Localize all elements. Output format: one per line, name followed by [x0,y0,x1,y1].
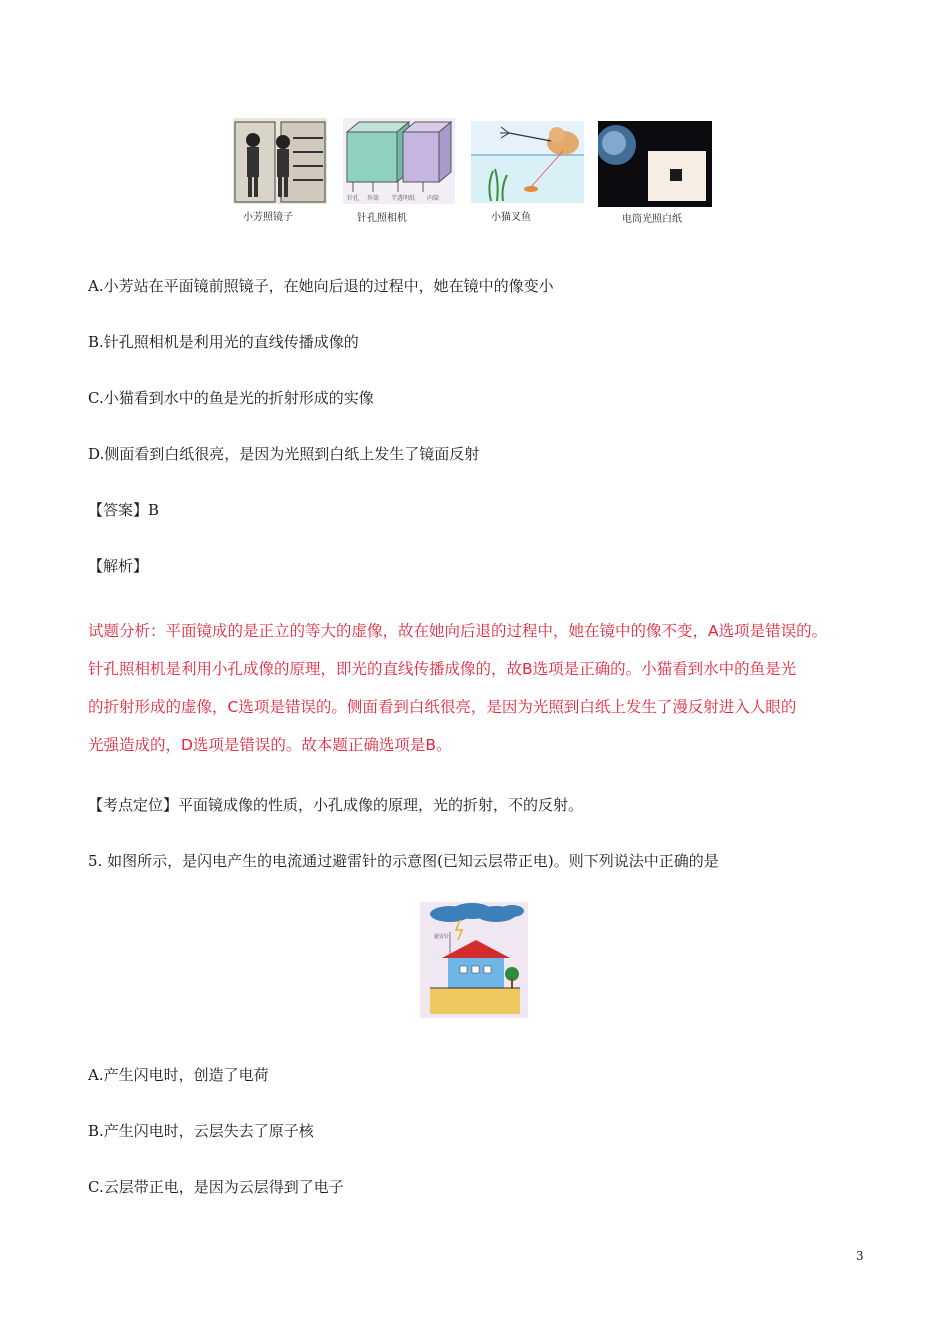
caption-cat-fish: 小猫叉鱼 [491,212,531,223]
figure-pinhole-camera [343,118,455,208]
figure-flashlight-paper [598,121,712,211]
q4-option-a: A.小芳站在平面镜前照镜子，在她向后退的过程中，她在镜中的像变小 [88,277,554,295]
q5-option-c: C.云层带正电，是因为云层得到了电子 [88,1178,344,1196]
analysis-title: 【解析】 [88,557,149,575]
svg-text:半透明纸: 半透明纸 [391,195,416,202]
flashlight-paper-illustration [598,121,712,207]
caption-pinhole-camera: 针孔照相机 [357,213,407,224]
mirror-illustration [233,118,327,204]
cat-fish-illustration [471,121,584,203]
figure-mirror [233,118,327,208]
svg-text:外筒: 外筒 [367,195,380,202]
figure-lightning-rod [420,902,528,1022]
svg-text:避雷针: 避雷针 [434,934,450,940]
analysis-text [88,612,878,764]
pinhole-camera-illustration [343,118,455,204]
analysis-line: 针孔照相机是利用小孔成像的原理，即光的直线传播成像的，故B选项是正确的。小猫看到水中的鱼是光 [88,660,797,678]
page-number: 3 [856,1249,864,1263]
caption-flashlight-paper: 电筒光照白纸 [622,214,682,225]
q4-option-d: D.侧面看到白纸很亮，是因为光照到白纸上发生了镜面反射 [88,445,480,463]
answer: 【答案】B [88,501,160,519]
analysis-line: 试题分析：平面镜成的是正立的等大的虚像，故在她向后退的过程中，她在镜中的像不变，A选项是错误的。 [88,622,828,640]
analysis-line: 光强造成的，D选项是错误的。故本题正确选项是B。 [88,736,452,754]
svg-text:内筒: 内筒 [427,195,440,202]
figure-cat-fish [471,121,584,207]
q4-option-b: B.针孔照相机是利用光的直线传播成像的 [88,333,359,351]
q5-option-b: B.产生闪电时，云层失去了原子核 [88,1122,314,1140]
q5-stem: 5. 如图所示，是闪电产生的电流通过避雷针的示意图(已知云层带正电)。则下列说法中正确的是 [88,852,719,870]
q5-option-a: A.产生闪电时，创造了电荷 [88,1066,269,1084]
lightning-rod-illustration [420,902,528,1018]
analysis-line: 的折射形成的虚像，C选项是错误的。侧面看到白纸很亮，是因为光照到白纸上发生了漫反射进入人眼的 [88,698,797,716]
key-points: 【考点定位】平面镜成像的性质，小孔成像的原理，光的折射，不的反射。 [88,796,584,814]
svg-text:针孔: 针孔 [347,195,360,202]
q4-option-c: C.小猫看到水中的鱼是光的折射形成的实像 [88,389,374,407]
caption-mirror: 小芳照镜子 [243,212,293,223]
